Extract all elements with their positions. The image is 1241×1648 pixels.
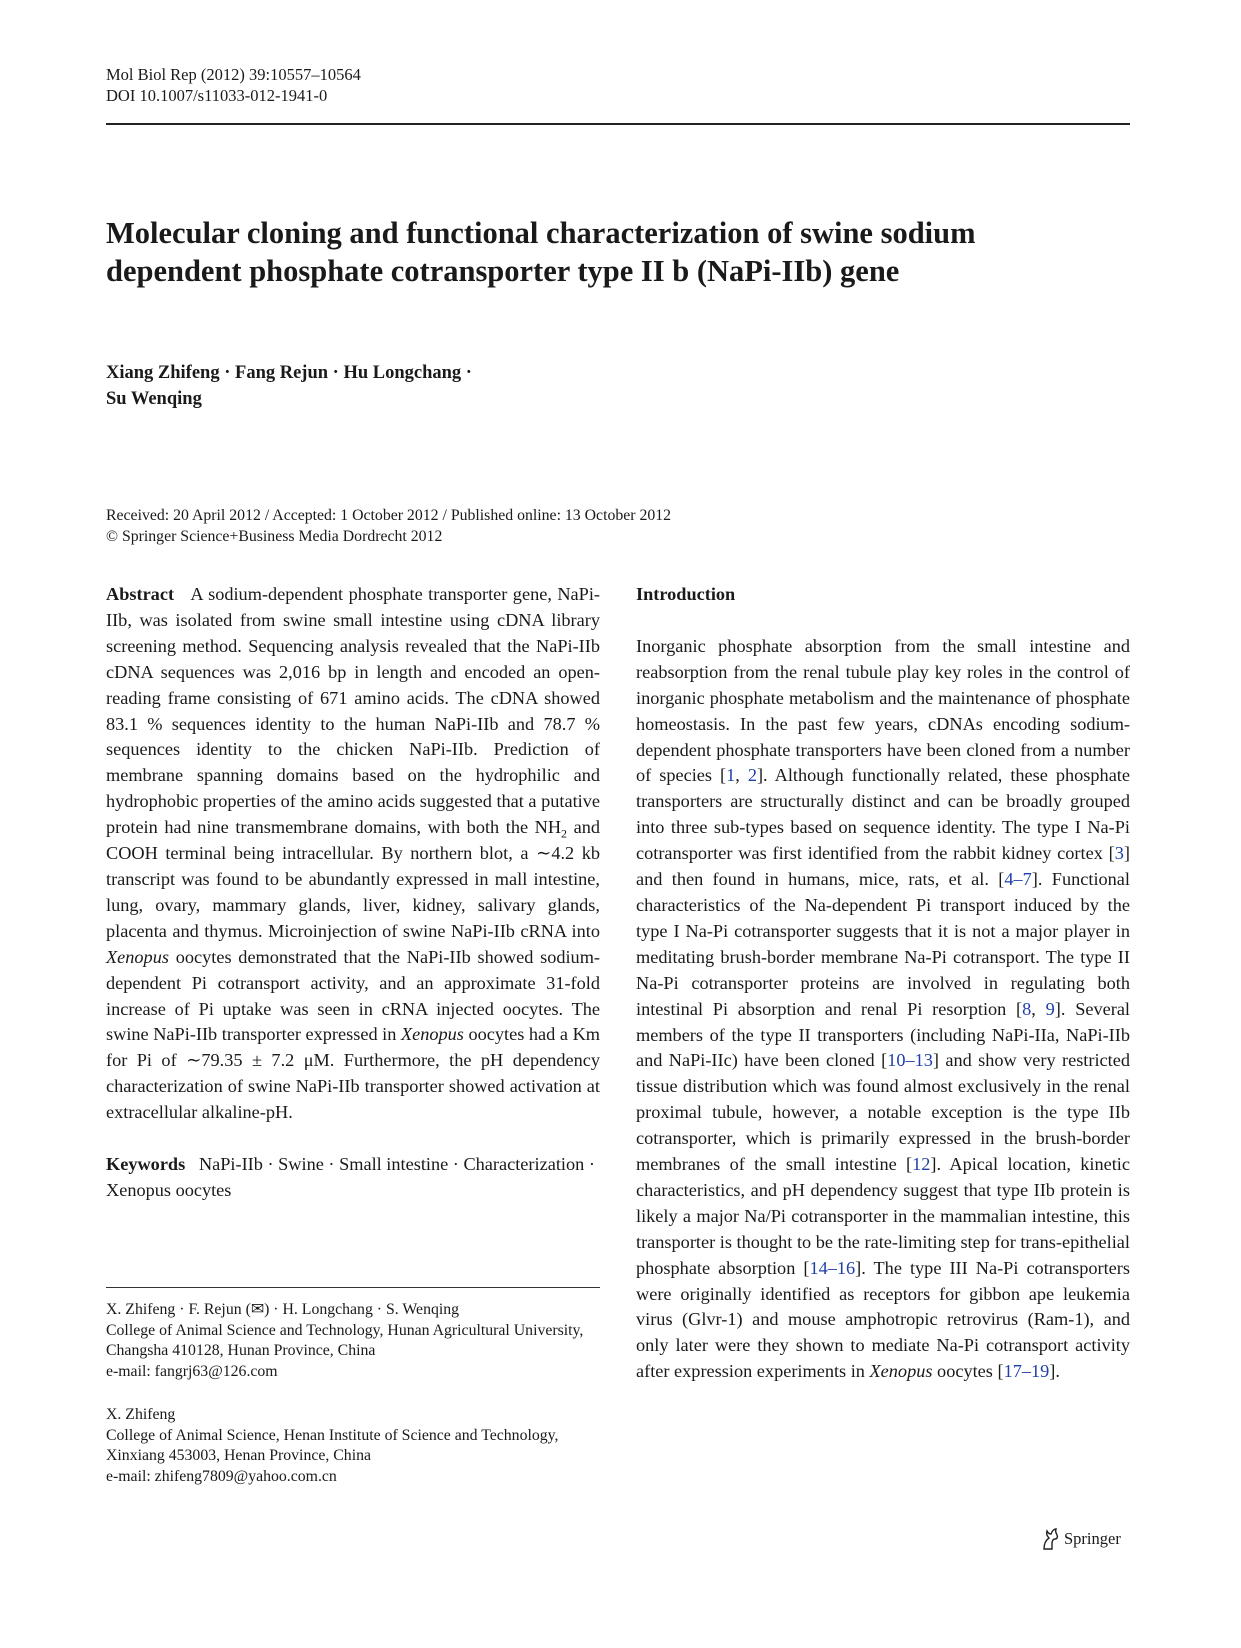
intro-text: ]. Apical location, kinetic characteristics, and pH dependency suggest that type IIb protein is likely a major Na/Pi cotransporter in the mammalian intestine, this transporter is thought to be the rate-limiting step for trans-epithelial phosphate absorption [ xyxy=(636,1154,1130,1278)
abstract-text-4: oocytes had a Km for Pi of ∼79.35 ± 7.2 μM. Furthermore, the pH dependency characterization of swine NaPi-IIb transporter showed activation at extracellular alkaline-pH. xyxy=(106,1024,600,1123)
citation-link[interactable]: 8 xyxy=(1022,998,1032,1019)
springer-horse-icon xyxy=(1040,1528,1060,1550)
publisher-name: Springer xyxy=(1064,1529,1121,1548)
journal-header xyxy=(106,64,361,106)
intro-text: ]. The type III Na-Pi cotransporters were originally identified as receptors for gibbon ape leukemia virus (Glvr-1) and mouse amphotropic retrovirus (Ram-1), and only later were they shown to mediate Na-Pi cotransport activity after expression experiments in xyxy=(636,1257,1130,1382)
citation-link[interactable]: 2 xyxy=(747,765,757,786)
affiliation-2-institution: College of Animal Science, Henan Institute of Science and Technology, Xinxiang 453003, Henan Province, China xyxy=(106,1426,559,1465)
right-column xyxy=(636,582,1130,1385)
xenopus-italic: Xenopus xyxy=(106,946,169,967)
publication-history xyxy=(106,505,1106,547)
intro-text: ] and show very restricted tissue distribution which was found almost exclusively in the renal proximal tubule, however, a notable exception is the type IIb cotransporter, which is primarily expressed in the brush-border membranes of the small intestine [ xyxy=(636,1050,1130,1175)
xenopus-italic: Xenopus xyxy=(869,1361,933,1382)
citation-link[interactable]: 10–13 xyxy=(887,1050,933,1071)
citation-link[interactable]: 12 xyxy=(912,1154,931,1175)
abstract-text-2: and COOH terminal being intracellular. By northern blot, a ∼4.2 kb transcript was found to be abundantly expressed in mall intestine, lung, ovary, mammary glands, liver, kidney, salivary glands, placenta and thymus. Microinjection of swine NaPi-IIb cRNA into xyxy=(106,817,600,941)
intro-text: Inorganic phosphate absorption from the small intestine and reabsorption from the renal tubule play key roles in the control of inorganic phosphate metabolism and the maintenance of phosphate homeostasis. In the past few years, cDNAs encoding sodium-dependent phosphate transporters have been cloned from a number of species [ xyxy=(636,635,1130,786)
intro-text: , xyxy=(1031,998,1046,1019)
affiliation-2 xyxy=(106,1405,600,1488)
citation-link[interactable]: 9 xyxy=(1045,998,1055,1019)
abstract-text-1: A sodium-dependent phosphate transporter gene, NaPi-IIb, was isolated from swine small intestine using cDNA library screening method. Sequencing analysis revealed that the NaPi-IIb cDNA sequences was 2,016 bp in length and encoded an open-reading frame consisting of 671 amino acids. The cDNA showed 83.1 % sequences identity to the human NaPi-IIb and 78.7 % sequences identity to the chicken NaPi-IIb. Prediction of membrane spanning domains based on the hydrophilic and hydrophobic properties of the amino acids suggested that a putative protein had nine transmembrane domains, with both the NH xyxy=(106,584,600,838)
article-title: Molecular cloning and functional characterization of swine sodium dependent phosphate cotransporter type II b (NaPi-IIb) gene xyxy=(106,216,976,288)
abstract-label: Abstract xyxy=(106,584,175,604)
citation-link[interactable]: 3 xyxy=(1114,843,1124,864)
keywords-text: NaPi-IIb · Swine · Small intestine · Characterization · Xenopus oocytes xyxy=(106,1154,595,1200)
citation-link[interactable]: 17–19 xyxy=(1003,1361,1050,1382)
keywords-label: Keywords xyxy=(106,1154,186,1175)
citation-link[interactable]: 1 xyxy=(726,765,736,786)
authors-line-1: Xiang Zhifeng · Fang Rejun · Hu Longchang · xyxy=(106,363,472,383)
abstract xyxy=(106,582,600,1126)
intro-text: ]. xyxy=(1049,1361,1060,1382)
intro-text: ]. Although functionally related, these phosphate transporters are structurally distinct and can be broadly grouped into three sub-types based on sequence identity. The type I Na-Pi cotransporter was first identified from the rabbit kidney cortex [ xyxy=(636,765,1131,864)
left-column xyxy=(106,582,600,1204)
header-rule xyxy=(106,123,1130,125)
abstract-text-3: oocytes demonstrated that the NaPi-IIb showed sodium-dependent Pi cotransport activity, and an approximate 31-fold increase of Pi uptake was seen in cRNA injected oocytes. The swine NaPi-IIb transporter expressed in xyxy=(106,946,600,1045)
affiliation-1-names: X. Zhifeng · F. Rejun (✉) · H. Longchang · S. Wenqing xyxy=(106,1301,460,1318)
citation-link[interactable]: 4–7 xyxy=(1004,869,1032,890)
introduction-paragraph xyxy=(636,634,1130,1385)
intro-text: ]. Functional characteristics of the Na-dependent Pi transport induced by the type I Na-Pi cotransporter suggests that it is not a major player in meditating brush-border membrane Na-Pi cotransport. The type II Na-Pi cotransporter proteins are involved in regulating both intestinal Pi absorption and renal Pi resorption [ xyxy=(636,869,1130,1019)
affiliation-1-institution: College of Animal Science and Technology, Hunan Agricultural University, Changsha 410128, Hunan Province, China xyxy=(106,1321,584,1360)
authors-line-2: Su Wenqing xyxy=(106,389,202,409)
xenopus-italic: Xenopus xyxy=(400,1024,464,1045)
subscript-2: 2 xyxy=(561,826,568,841)
intro-text: oocytes [ xyxy=(932,1361,1004,1382)
intro-text: , xyxy=(735,765,748,786)
introduction-heading: Introduction xyxy=(636,584,736,604)
keywords xyxy=(106,1152,600,1204)
affiliation-1-email[interactable]: e-mail: fangrj63@126.com xyxy=(106,1363,278,1381)
affiliation-1 xyxy=(106,1300,600,1383)
dates-line: Received: 20 April 2012 / Accepted: 1 October 2012 / Published online: 13 October 2012 xyxy=(106,507,672,524)
affiliation-rule xyxy=(106,1287,600,1288)
copyright-line: © Springer Science+Business Media Dordrecht 2012 xyxy=(106,528,443,545)
author-list xyxy=(106,360,706,412)
affiliation-2-email[interactable]: e-mail: zhifeng7809@yahoo.com.cn xyxy=(106,1468,337,1486)
intro-text: ] and then found in humans, mice, rats, et al. [ xyxy=(636,843,1130,890)
citation-link[interactable]: 14–16 xyxy=(809,1257,856,1278)
intro-text: ]. Several members of the type II transporters (including NaPi-IIa, NaPi-IIb and NaPi-IIc) have been cloned [ xyxy=(636,998,1131,1071)
doi: DOI 10.1007/s11033-012-1941-0 xyxy=(106,86,328,105)
journal-citation: Mol Biol Rep (2012) 39:10557–10564 xyxy=(106,65,361,84)
affiliation-2-name: X. Zhifeng xyxy=(106,1406,176,1423)
publisher-footer xyxy=(1040,1528,1121,1550)
